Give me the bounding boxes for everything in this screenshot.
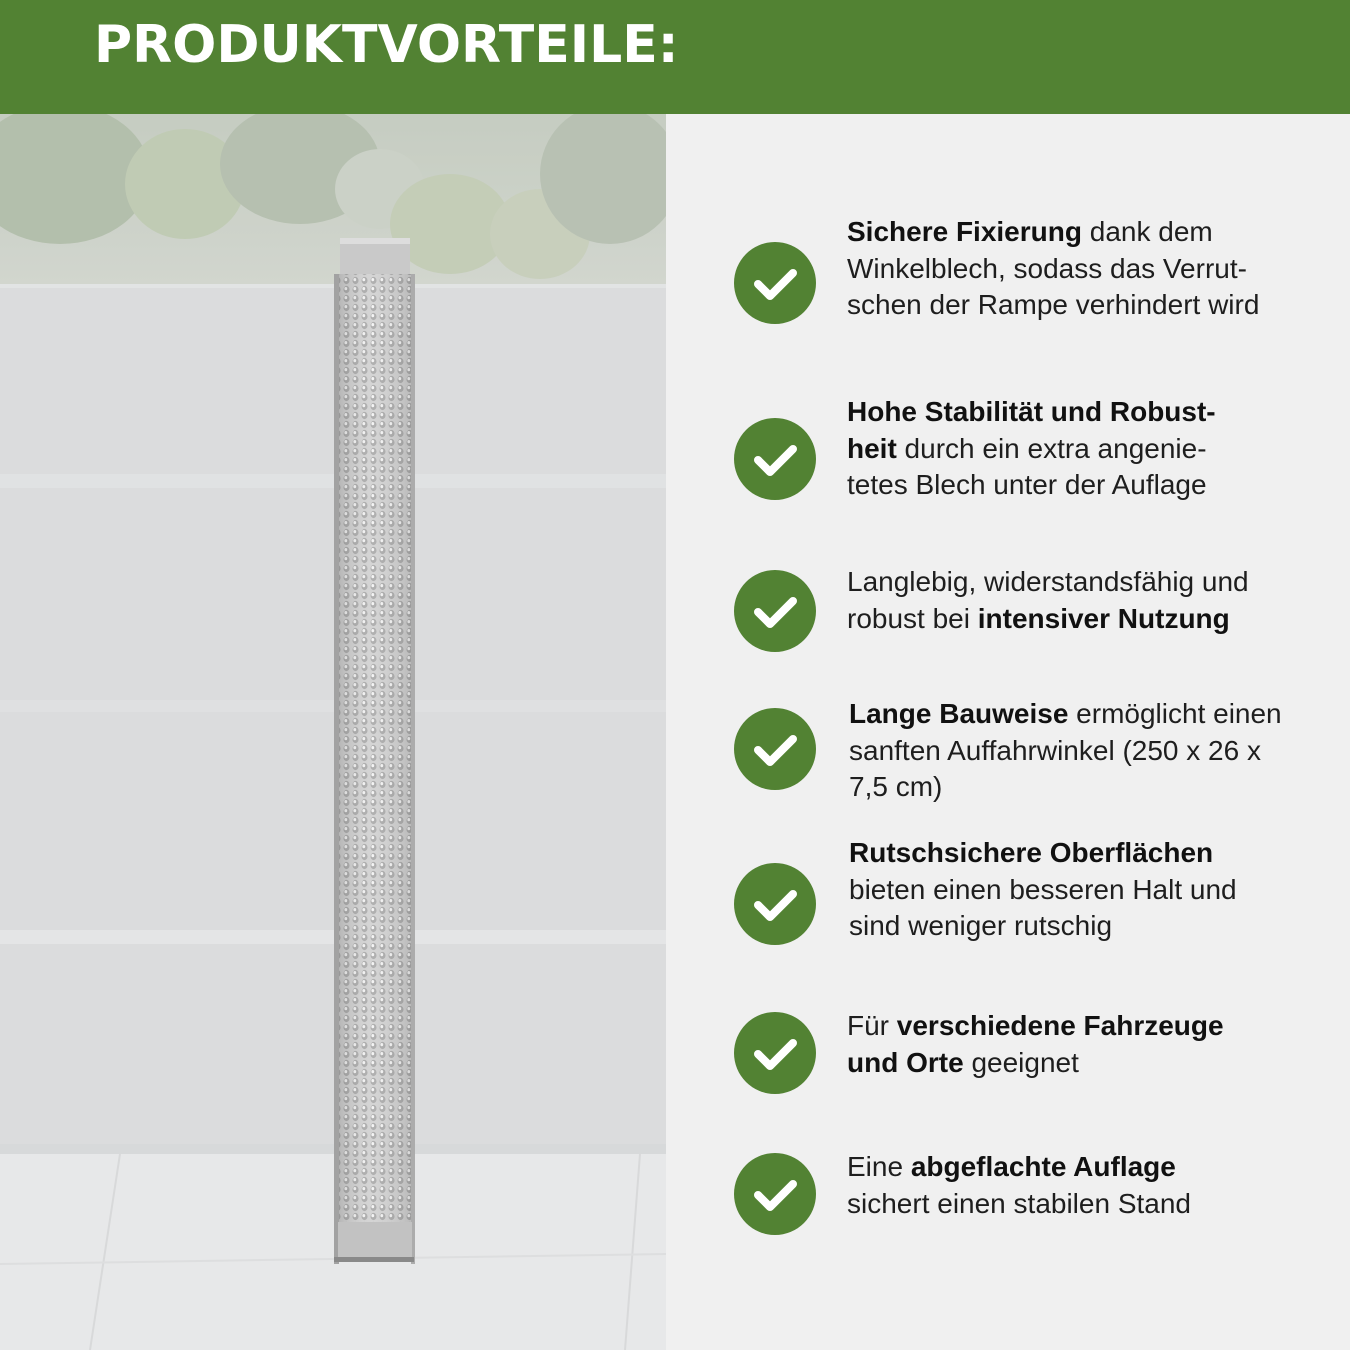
benefit-line: [847, 431, 1317, 468]
benefit-text: [847, 214, 1317, 324]
benefit-line: [849, 733, 1319, 770]
benefit-phrase: Winkelblech, sodass das Verrut-: [847, 252, 1247, 284]
benefit-line: [849, 769, 1319, 806]
check-circle-icon: [734, 418, 816, 500]
benefit-phrase: Langlebig, widerstandsfähig und: [847, 566, 1249, 597]
benefit-phrase: sanften Auffahrwinkel (250 x 26 x: [849, 734, 1261, 766]
benefit-phrase: tetes Blech unter der Auflage: [847, 469, 1207, 500]
benefit-phrase: schen der Rampe verhindert wird: [847, 289, 1260, 320]
benefit-line: [847, 394, 1317, 431]
check-circle-icon: [734, 242, 816, 324]
benefit-phrase: 7,5 cm): [849, 771, 943, 802]
benefit-phrase: ermöglicht einen: [1068, 698, 1282, 729]
benefit-phrase: sichert einen stabilen Stand: [847, 1187, 1191, 1219]
product-photo: [0, 114, 666, 1350]
benefit-line: [849, 835, 1319, 872]
benefit-phrase: dank dem: [1081, 216, 1213, 247]
benefit-line: [847, 1008, 1317, 1045]
benefit-text: [847, 1008, 1317, 1081]
benefit-phrase: robust bei: [847, 602, 978, 634]
benefit-highlight: Rutschsichere Oberflächen: [849, 837, 1214, 868]
benefit-highlight: Sichere Fixierung: [847, 216, 1082, 247]
benefit-phrase: bieten einen besseren Halt und: [849, 873, 1237, 905]
benefit-phrase: sind weniger rutschig: [849, 910, 1113, 941]
benefit-line: [847, 251, 1317, 288]
benefit-text: [847, 564, 1317, 637]
benefit-line: [847, 467, 1317, 504]
benefit-line: [847, 1186, 1317, 1223]
check-circle-icon: [734, 863, 816, 945]
benefit-line: [847, 287, 1317, 324]
benefit-phrase: durch ein extra angenie-: [896, 432, 1207, 464]
benefit-line: [849, 908, 1319, 945]
benefit-text: [847, 394, 1317, 504]
check-circle-icon: [734, 1012, 816, 1094]
benefit-highlight: intensiver Nutzung: [977, 602, 1230, 634]
check-circle-icon: [734, 708, 816, 790]
benefit-highlight: abgeflachte Auflage: [910, 1151, 1176, 1182]
benefit-line: [849, 696, 1319, 733]
benefit-line: [847, 1045, 1317, 1082]
benefit-line: [847, 1149, 1317, 1186]
benefit-text: [849, 696, 1319, 806]
benefit-line: [849, 872, 1319, 909]
benefit-line: [847, 214, 1317, 251]
benefit-phrase: Eine: [847, 1151, 911, 1182]
benefit-highlight: verschiedene Fahrzeuge: [896, 1010, 1224, 1041]
benefit-highlight: heit: [847, 432, 897, 464]
header-banner: [0, 0, 1350, 114]
check-circle-icon: [734, 1153, 816, 1235]
benefit-text: [849, 835, 1319, 945]
benefit-phrase: geeignet: [963, 1046, 1079, 1078]
page-title: PRODUKTVORTEILE:: [94, 15, 679, 75]
benefit-highlight: Lange Bauweise: [849, 698, 1069, 729]
benefit-highlight: Hohe Stabilität und Robust-: [847, 396, 1216, 427]
benefit-phrase: Für: [847, 1010, 897, 1041]
benefit-highlight: und Orte: [847, 1046, 964, 1078]
benefits-panel: [666, 114, 1350, 1350]
check-circle-icon: [734, 570, 816, 652]
benefit-text: [847, 1149, 1317, 1222]
benefit-line: [847, 564, 1317, 601]
benefit-line: [847, 601, 1317, 638]
